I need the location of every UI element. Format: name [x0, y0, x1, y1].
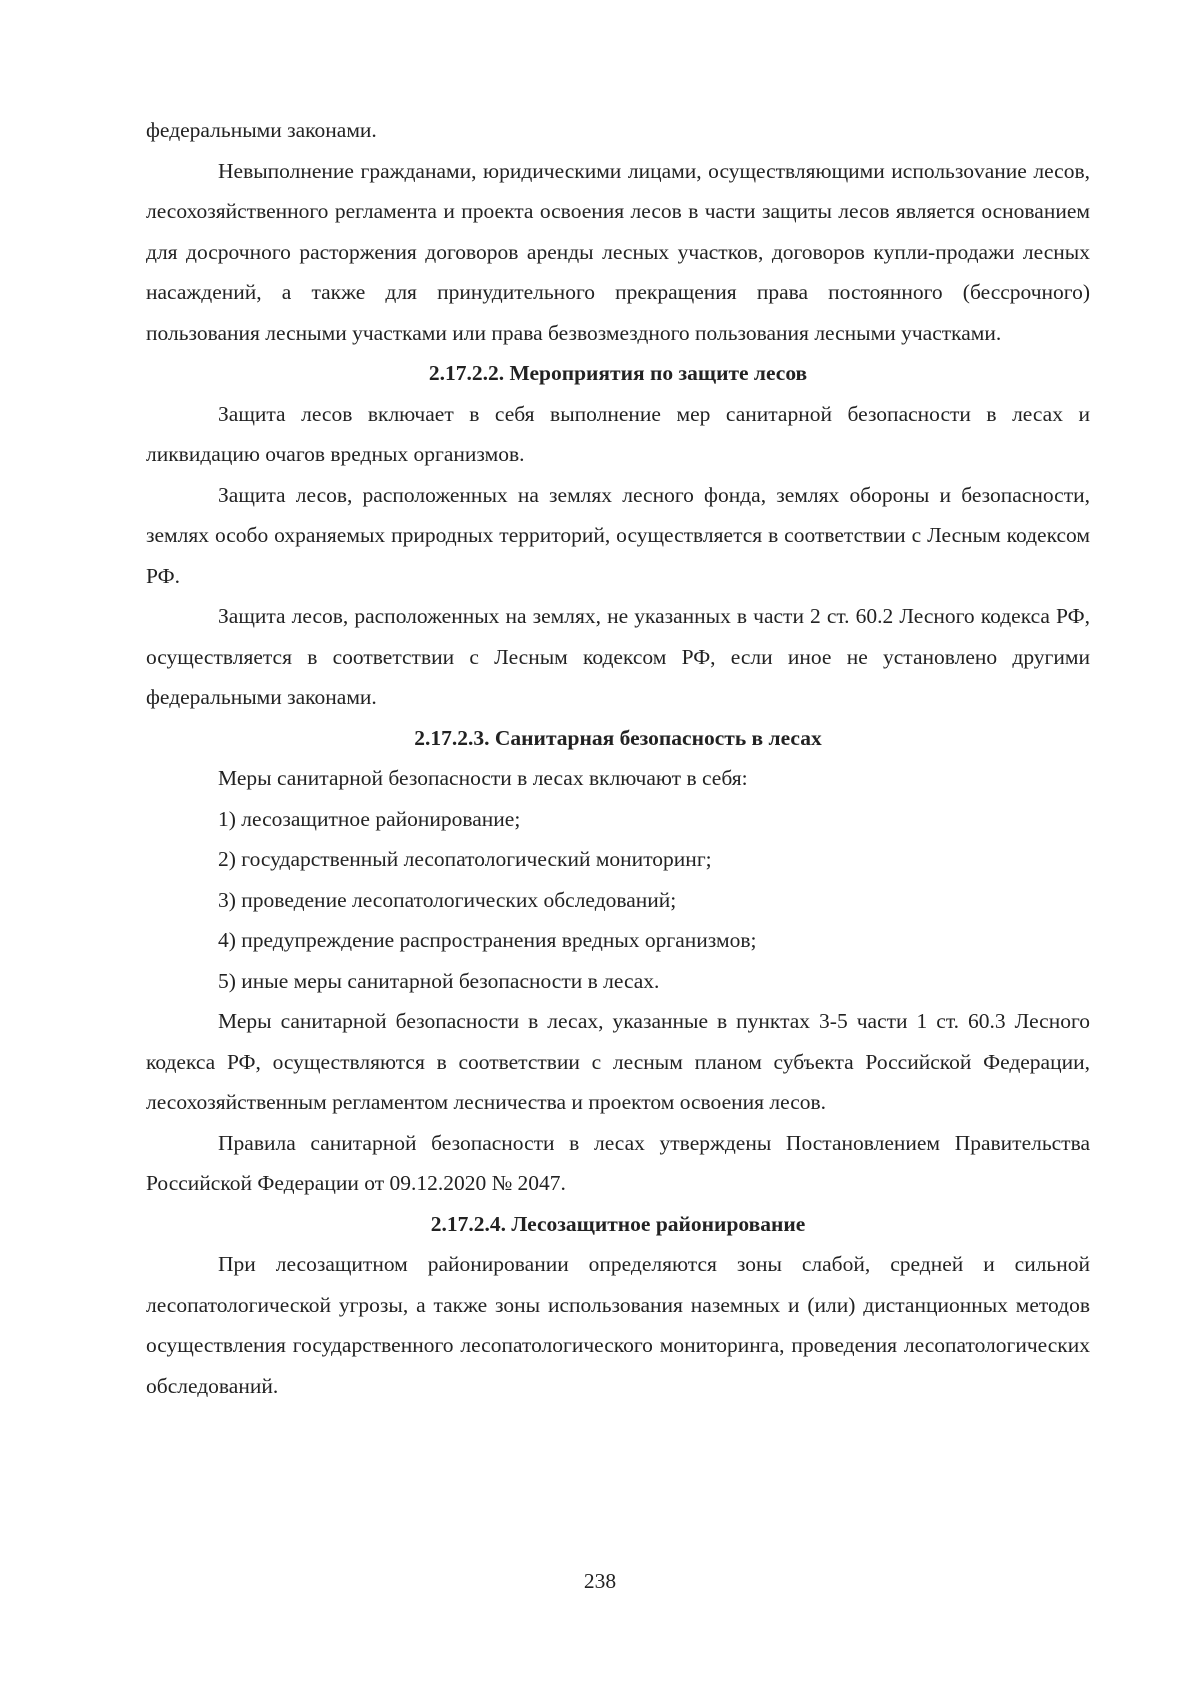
paragraph: Меры санитарной безопасности в лесах, указанные в пунктах 3-5 части 1 ст. 60.3 Лесного кодекса РФ, осуществляются в соответствии с лесным планом субъекта Российской Федерации, лесохозяйственным регламентом лесничества и проектом освоения лесов. [146, 1009, 1090, 1114]
list-item: 4) предупреждение распространения вредных организмов; [218, 928, 757, 952]
heading-forest-protection-measures: 2.17.2.2. Мероприятия по защите лесов [428, 361, 808, 385]
page-number: 238 [583, 1569, 617, 1593]
paragraph-noncompliance: Невыполнение гражданами, юридическими лицами, осуществляющими использоvание лесов, лесохозяйственного регламента и проекта освоения лесов в части защиты лесов является основанием для досрочного расторжения договоров аренды лесных участков, договоров купли-продажи лесных насаждений, а также для принудительного прекращения права постоянного (бессрочного) пользования лесными участками или права безвозмездного пользования лесными участками. [146, 158, 1090, 345]
list-item: 1) лесозащитное районирование; [218, 806, 521, 831]
paragraph-continuation: федеральными законами. [146, 118, 377, 142]
paragraph: При лесозащитном районировании определяются зоны слабой, средней и сильной лесопатологической угрозы, а также зоны использования наземных и (или) дистанционных методов осуществления государственного лесопатологического мониторинга, проведения лесопатологических обследований. [146, 1252, 1090, 1398]
list-item: 3) проведение лесопатологических обследований; [218, 887, 677, 912]
list-item: 5) иные меры санитарной безопасности в лесах. [218, 968, 660, 993]
page-content [146, 110, 1090, 1406]
paragraph: Правила санитарной безопасности в лесах утверждены Постановлением Правительства Российской Федерации от 09.12.2020 № 2047. [146, 1130, 1090, 1195]
heading-sanitary-safety: 2.17.2.3. Санитарная безопасность в лесах [414, 725, 822, 750]
paragraph: Защита лесов, расположенных на землях лесного фонда, землях обороны и безопасности, землях особо охраняемых природных территорий, осуществляется в соответствии с Лесным кодексом РФ. [146, 482, 1090, 588]
heading-forest-zoning: 2.17.2.4. Лесозащитное районирование [430, 1211, 806, 1236]
list-item: 2) государственный лесопатологический мониторинг; [218, 847, 712, 871]
paragraph: Защита лесов, расположенных на землях, не указанных в части 2 ст. 60.2 Лесного кодекса РФ, осуществляется в соответствии с Лесным кодексом РФ, если иное не установлено другими федеральными законами. [146, 604, 1090, 709]
paragraph: Защита лесов включает в себя выполнение мер санитарной безопасности в лесах и ликвидацию очагов вредных организмов. [146, 401, 1090, 466]
list-intro: Меры санитарной безопасности в лесах включают в себя: [218, 766, 748, 790]
